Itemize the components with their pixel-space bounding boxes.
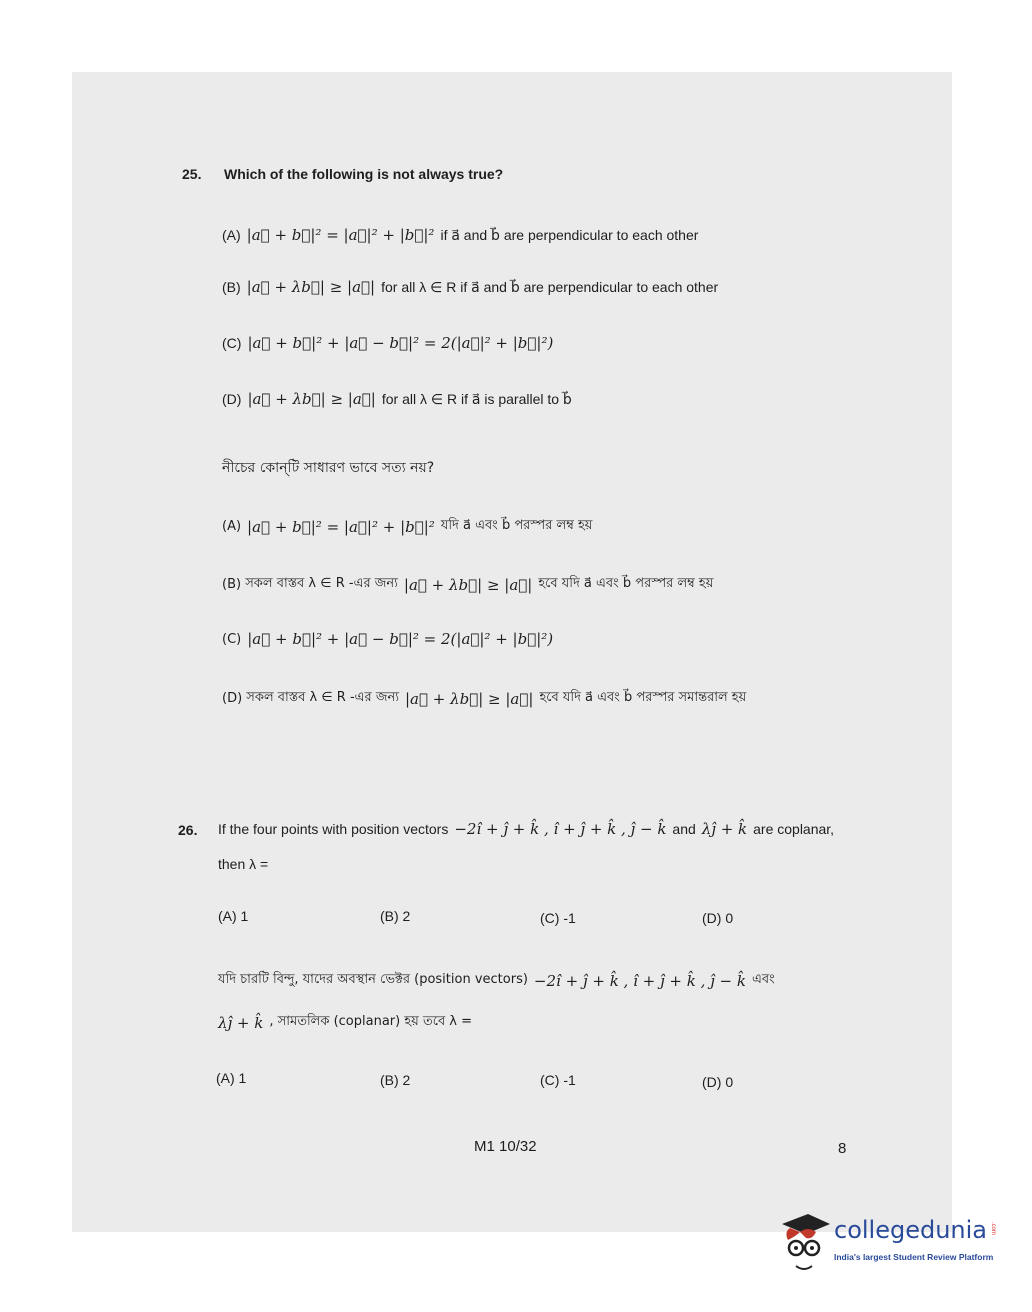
bengali-option-a: (A) 1 <box>216 1070 247 1086</box>
option-math: |a⃗ + λb⃗| ≥ |a⃗| <box>403 575 533 594</box>
option-prefix: সকল বাস্তব λ ∈ R -এর জন্য <box>245 576 398 591</box>
logo-wordmark: collegedunia <box>834 1216 988 1244</box>
option-label: (D) <box>222 391 242 407</box>
question-text: Which of the following is not always true? <box>224 166 504 182</box>
option-a <box>222 226 698 244</box>
page-code: M1 10/32 <box>474 1138 537 1155</box>
option-label: (A) <box>222 519 242 534</box>
option-label: (C) <box>222 335 242 351</box>
option-text: for all λ ∈ R if a⃗ and b⃗ are perpendicular to each other <box>381 278 719 295</box>
option-c: (C) -1 <box>540 910 576 926</box>
option-d: (D) 0 <box>702 910 734 926</box>
option-math: |a⃗ + λb⃗| ≥ |a⃗| <box>405 689 534 708</box>
option-c <box>222 334 559 352</box>
option-d <box>222 390 572 408</box>
option-text: হবে যদি a⃗ এবং b⃗ পরস্পর সমান্তরাল হয় <box>539 690 747 705</box>
question-number: 25. <box>182 166 202 182</box>
option-label: (B) <box>222 279 241 295</box>
option-text: যদি a⃗ এবং b⃗ পরস্পর লম্ব হয় <box>440 518 593 533</box>
bengali-option-a <box>222 516 592 537</box>
question-text-part: are coplanar, <box>753 821 835 837</box>
option-math: |a⃗ + b⃗|² + |a⃗ − b⃗|² = 2(|a⃗|² + |b⃗|²) <box>247 630 554 648</box>
option-a: (A) 1 <box>218 908 249 924</box>
bengali-question-text <box>218 970 775 991</box>
question-text <box>218 820 834 838</box>
option-label: (D) <box>222 691 243 706</box>
page-mark: 8 <box>838 1140 847 1157</box>
bengali-option-d: (D) 0 <box>702 1074 734 1090</box>
option-label: (C) <box>222 631 242 647</box>
question-text-part: If the four points with position vectors <box>218 821 449 837</box>
option-prefix: সকল বাস্তব λ ∈ R -এর জন্য <box>246 690 399 705</box>
question-math: λĵ + k̂ <box>218 1013 264 1032</box>
collegedunia-logo <box>778 1210 1008 1276</box>
option-text: হবে যদি a⃗ এবং b⃗ পরস্পর লম্ব হয় <box>538 576 714 591</box>
bengali-option-b <box>222 574 713 595</box>
mascot-icon <box>778 1210 832 1276</box>
bengali-option-d <box>222 688 746 709</box>
option-label: (A) <box>222 227 241 243</box>
bengali-option-c: (C) -1 <box>540 1072 576 1088</box>
option-text: if a⃗ and b⃗ are perpendicular to each other <box>440 226 699 243</box>
question-text-part: যদি চারটি বিন্দু, যাদের অবস্থান ভেক্টর (position vectors) <box>218 972 528 987</box>
option-text: for all λ ∈ R if a⃗ is parallel to b⃗ <box>381 390 572 407</box>
question-text-part: এবং <box>751 972 775 987</box>
option-math: |a⃗ + λb⃗| ≥ |a⃗| <box>247 390 376 408</box>
question-text-part: , সামতলিক (coplanar) হয় তবে λ = <box>269 1014 473 1029</box>
option-math: |a⃗ + λb⃗| ≥ |a⃗| <box>246 278 376 296</box>
option-math: |a⃗ + b⃗|² + |a⃗ − b⃗|² = 2(|a⃗|² + |b⃗|²) <box>247 334 554 352</box>
option-label: (B) <box>222 577 242 592</box>
question-math: λĵ + k̂ <box>701 820 748 838</box>
option-math: |a⃗ + b⃗|² = |a⃗|² + |b⃗|² <box>246 226 435 244</box>
logo-suffix: .com <box>990 1222 996 1236</box>
question-text-part: and <box>672 821 696 837</box>
bengali-question-text-line2 <box>218 1012 472 1033</box>
option-b <box>222 278 718 296</box>
question-math: −2î + ĵ + k̂ , î + ĵ + k̂ , ĵ − k̂ <box>454 820 667 838</box>
question-math: −2î + ĵ + k̂ , î + ĵ + k̂ , ĵ − k̂ <box>533 971 746 990</box>
option-b: (B) 2 <box>380 908 411 924</box>
logo-tagline: India's largest Student Review Platform <box>834 1252 994 1262</box>
bengali-question-text: নীচের কোন্‌টি সাধারণ ভাবে সত্য নয়? <box>222 460 435 476</box>
exam-page <box>72 72 952 1232</box>
bengali-option-b: (B) 2 <box>380 1072 411 1088</box>
question-text-line2: then λ = <box>218 856 269 872</box>
option-math: |a⃗ + b⃗|² = |a⃗|² + |b⃗|² <box>247 517 435 536</box>
question-number: 26. <box>178 822 198 838</box>
bengali-option-c <box>222 630 559 648</box>
